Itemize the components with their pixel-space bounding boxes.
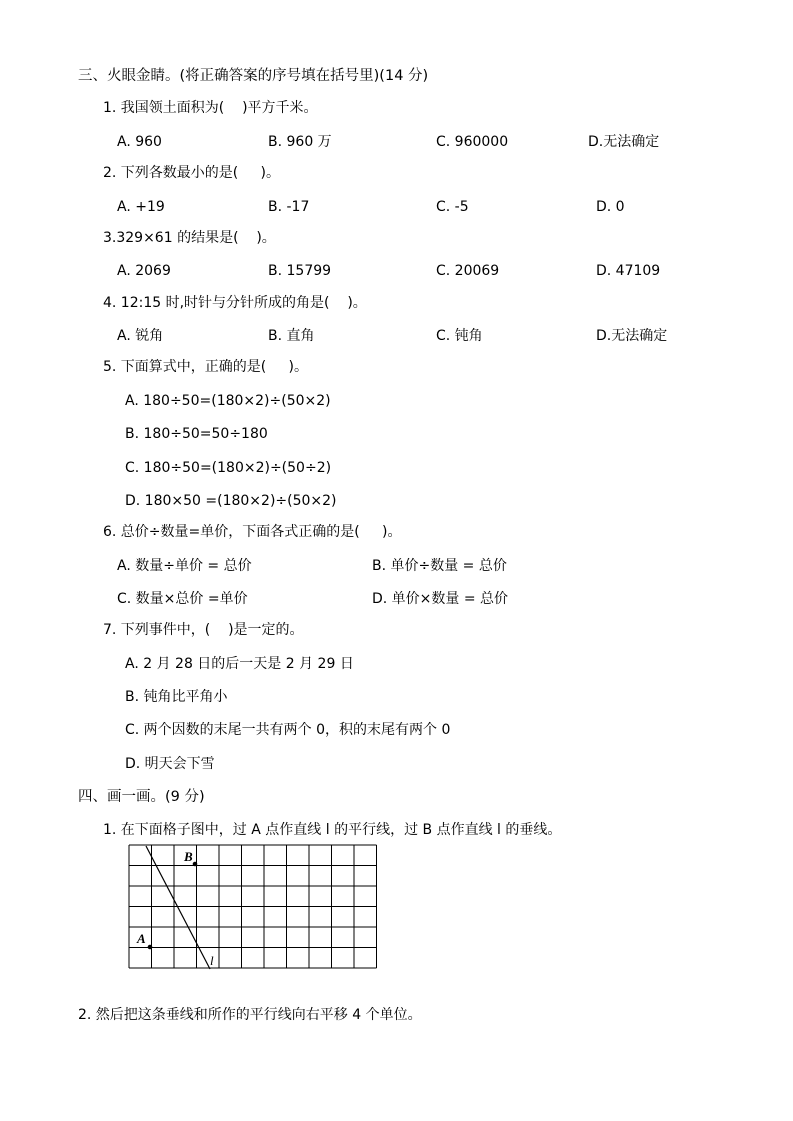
q2-stem: 2. 下列各数最小的是( )。 — [103, 165, 280, 181]
q2-option-a: A. +19 — [117, 199, 165, 215]
q4-option-c: C. 钝角 — [436, 328, 483, 344]
q1-option-a: A. 960 — [117, 134, 162, 150]
q6-option-a: A. 数量÷单价 = 总价 — [117, 558, 252, 574]
q7-option-b: B. 钝角比平角小 — [125, 689, 228, 705]
q2-option-d: D. 0 — [596, 199, 625, 215]
q6-option-d: D. 单价×数量 = 总价 — [372, 591, 509, 607]
q5-option-a: A. 180÷50=(180×2)÷(50×2) — [125, 393, 331, 409]
q7-option-d: D. 明天会下雪 — [125, 756, 215, 772]
section3-heading: 三、火眼金睛。(将正确答案的序号填在括号里)(14 分) — [78, 68, 429, 84]
q3-stem: 3.329×61 的结果是( )。 — [103, 230, 276, 246]
q4-option-d: D.无法确定 — [596, 328, 668, 344]
q4-option-b: B. 直角 — [268, 328, 315, 344]
q6-option-b: B. 单价÷数量 = 总价 — [372, 558, 507, 574]
q7-option-c: C. 两个因数的末尾一共有两个 0，积的末尾有两个 0 — [125, 722, 451, 738]
q7-option-a: A. 2 月 28 日的后一天是 2 月 29 日 — [125, 656, 354, 672]
q3-option-b: B. 15799 — [268, 263, 332, 279]
q1-option-c: C. 960000 — [436, 134, 509, 150]
section4-heading: 四、画一画。(9 分) — [78, 789, 205, 805]
label-b: B — [184, 849, 193, 864]
q7-stem: 7. 下列事件中，( )是一定的。 — [103, 622, 304, 638]
q1-stem: 1. 我国领土面积为( )平方千米。 — [103, 100, 318, 116]
label-l: l — [210, 953, 214, 968]
q4-option-a: A. 锐角 — [117, 328, 164, 344]
q2-option-b: B. -17 — [268, 199, 310, 215]
q5-option-c: C. 180÷50=(180×2)÷(50÷2) — [125, 460, 332, 476]
q1-option-b: B. 960 万 — [268, 134, 332, 150]
point-b — [193, 862, 198, 867]
q3-option-d: D. 47109 — [596, 263, 661, 279]
q3-option-a: A. 2069 — [117, 263, 171, 279]
q5-option-b: B. 180÷50=50÷180 — [125, 426, 268, 442]
q1-option-d: D.无法确定 — [588, 134, 660, 150]
point-a — [148, 945, 153, 950]
q3-option-c: C. 20069 — [436, 263, 500, 279]
drawing-q1-text: 1. 在下面格子图中，过 A 点作直线 l 的平行线，过 B 点作直线 l 的垂线。 — [103, 822, 562, 838]
line-l — [146, 846, 210, 969]
q6-stem: 6. 总价÷数量=单价，下面各式正确的是( )。 — [103, 524, 402, 540]
q2-option-c: C. -5 — [436, 199, 469, 215]
q4-stem: 4. 12:15 时,时针与分针所成的角是( )。 — [103, 295, 367, 311]
q6-option-c: C. 数量×总价 =单价 — [117, 591, 248, 607]
grid-figure — [127, 843, 379, 973]
q5-stem: 5. 下面算式中，正确的是( )。 — [103, 359, 308, 375]
drawing-q2-text: 2. 然后把这条垂线和所作的平行线向右平移 4 个单位。 — [78, 1007, 422, 1023]
label-a: A — [137, 931, 146, 946]
q5-option-d: D. 180×50 =(180×2)÷(50×2) — [125, 493, 337, 509]
